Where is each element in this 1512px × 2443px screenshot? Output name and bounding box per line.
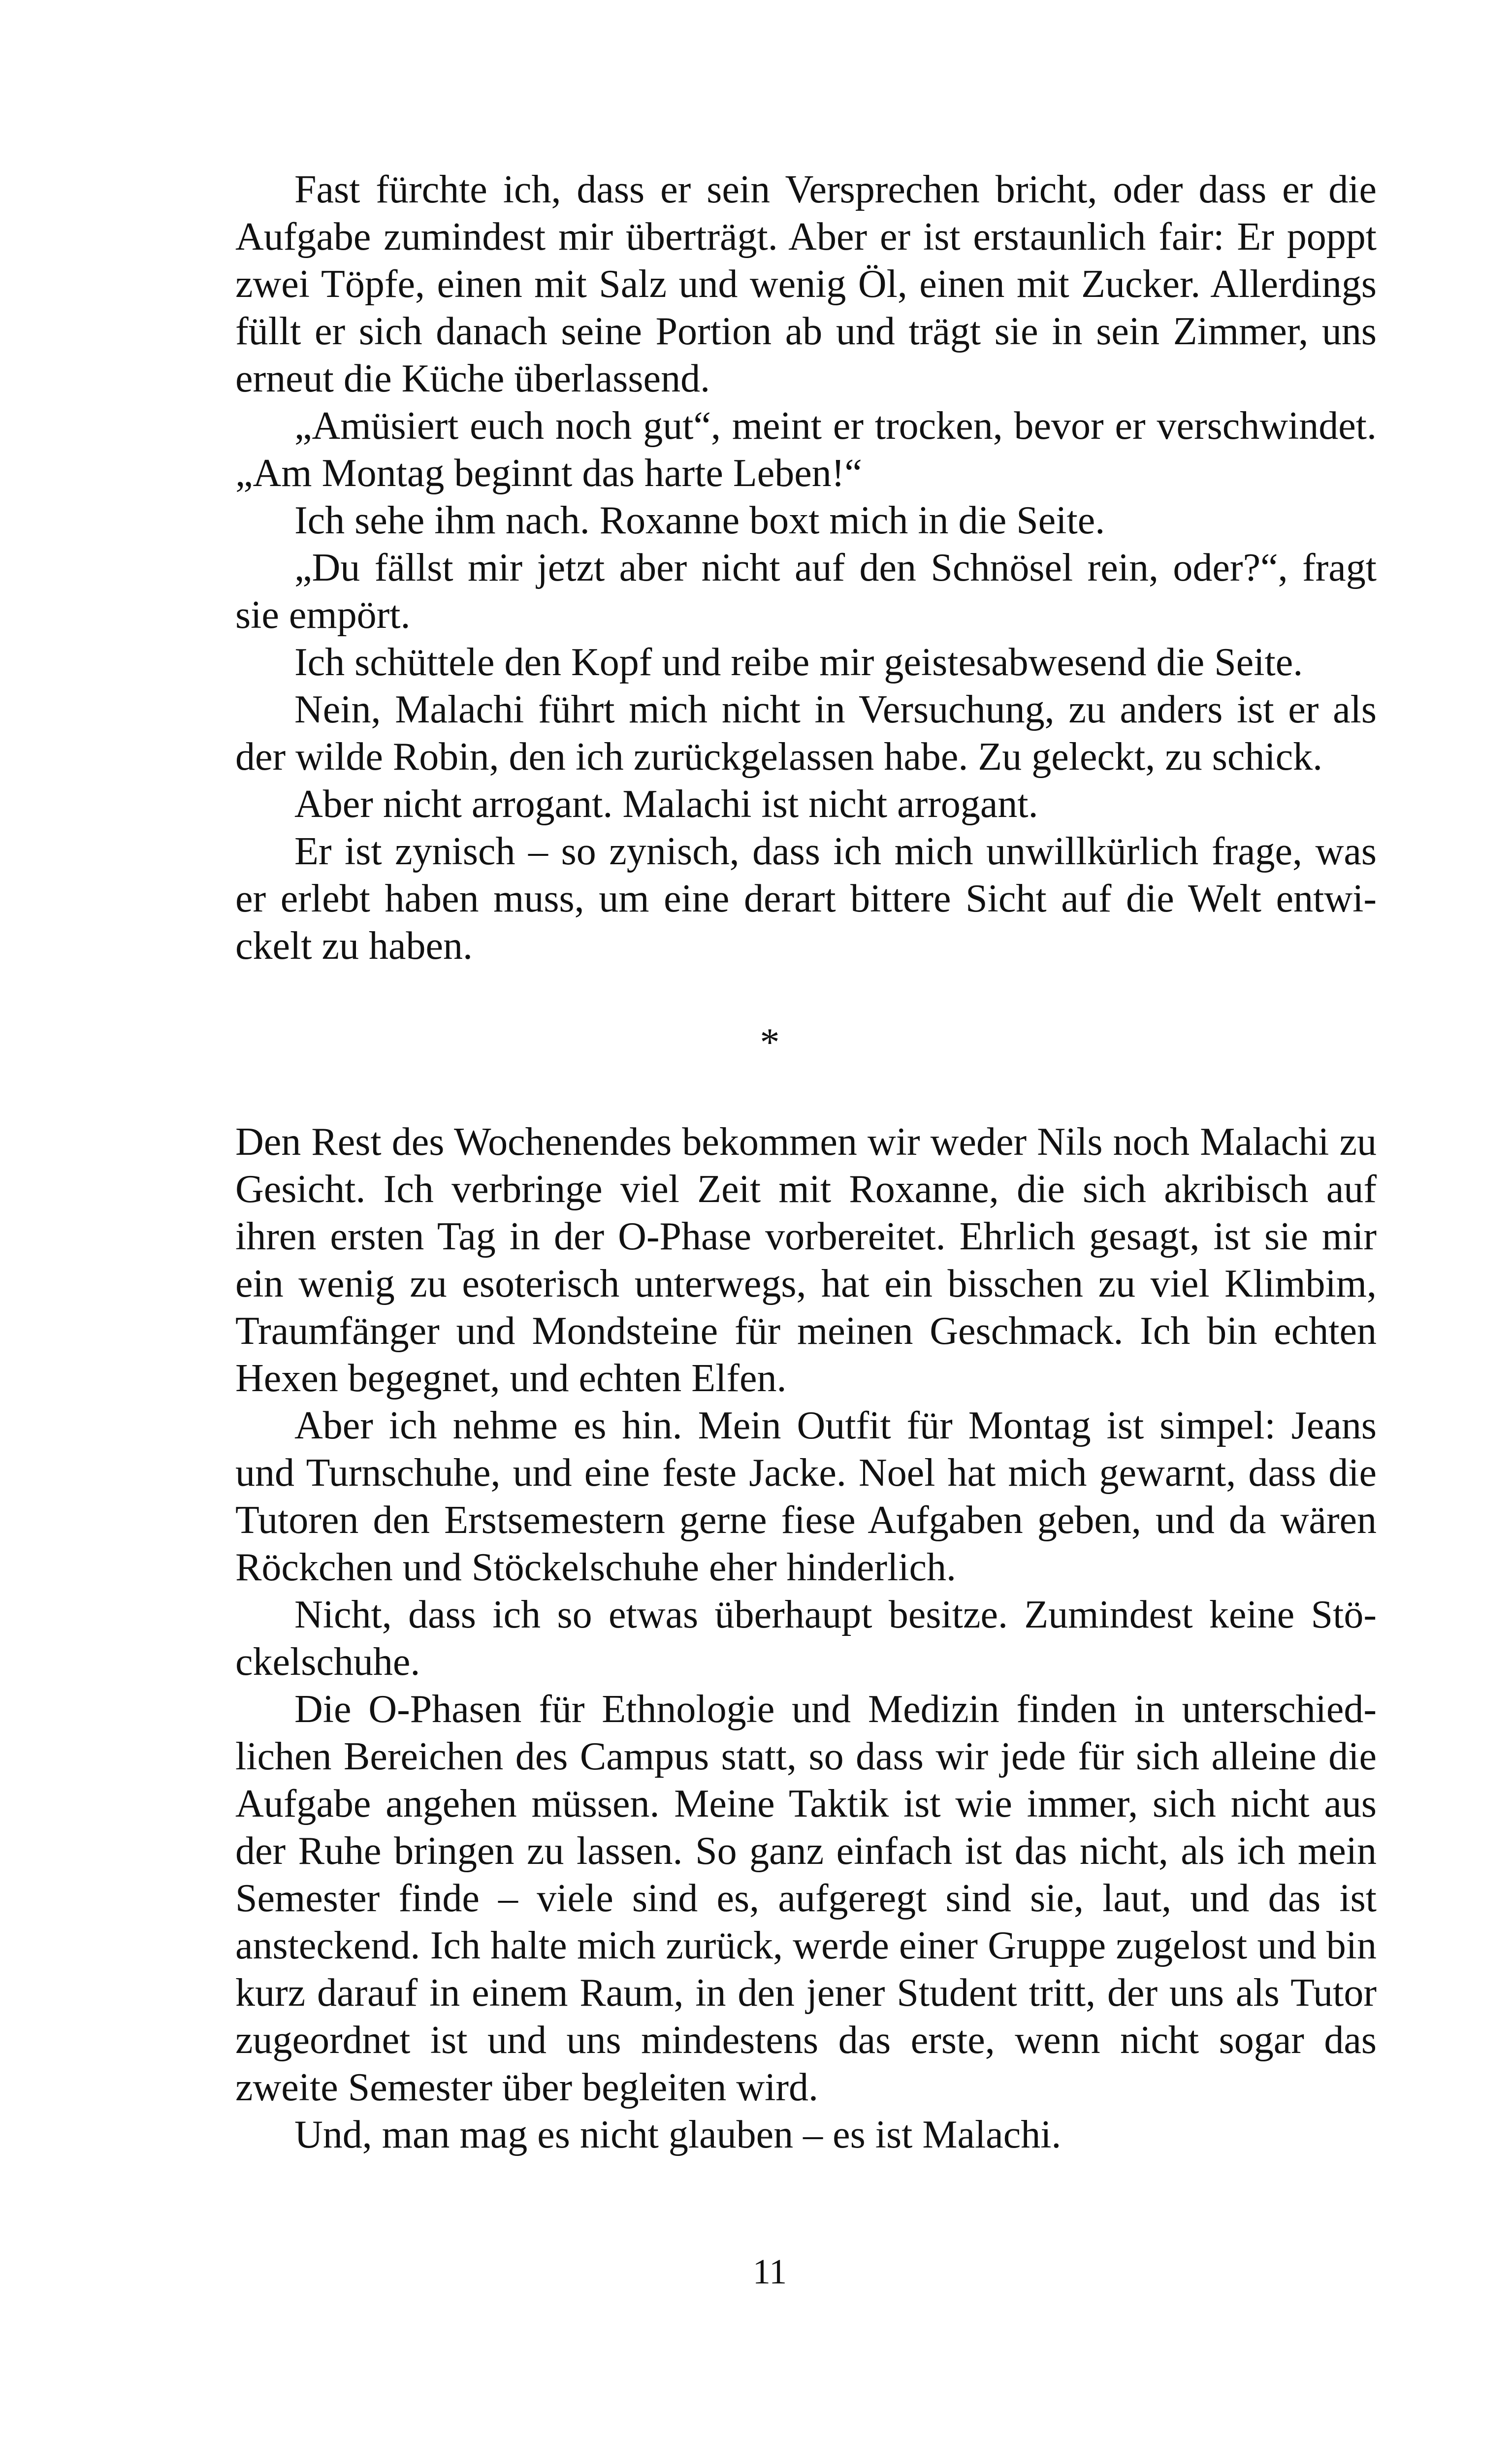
- page-number: 11: [752, 2252, 787, 2291]
- paragraph: Die O-Phasen für Ethnologie und Medizin finden in unterschiedlichen Bereichen des Campus statt, so dass wir jede für sich alleine die Aufgabe angehen müssen. Meine Taktik ist wie immer, sich nicht aus der Ruhe bringen zu lassen. So ganz einfach ist das nicht, als ich mein Semester finde – viele sind es, aufgeregt sind sie, laut, und das ist ansteckend. Ich halte mich zurück, werde einer Gruppe zugelost und bin kurz darauf in einem Raum, in den jener Student tritt, der uns als Tutor zugeordnet ist und uns mindestens das erste, wenn nicht sogar das zweite Semester über begleiten wird.: [235, 1688, 1377, 2109]
- paragraph: Nein, Malachi führt mich nicht in Versuchung, zu anders ist er als der wilde Robin, den ich zurückgelassen habe. Zu geleckt, zu schick.: [235, 688, 1377, 779]
- paragraph: Nicht, dass ich so etwas überhaupt besitze. Zumindest keine Stöckelschuhe.: [235, 1593, 1377, 1684]
- paragraph: „Amüsiert euch noch gut“, meint er trocken, bevor er verschwindet. „Am Montag beginnt das harte Leben!“: [235, 404, 1377, 495]
- paragraph: „Du fällst mir jetzt aber nicht auf den Schnösel rein, oder?“, fragt sie empört.: [235, 546, 1377, 637]
- paragraph: Aber ich nehme es hin. Mein Outfit für Montag ist simpel: Jeans und Turnschuhe, und eine feste Jacke. Noel hat mich gewarnt, dass die Tutoren den Erstsemestern gerne fiese Aufgaben geben, und da wären Röckchen und Stöckelschuhe eher hinderlich.: [235, 1404, 1377, 1589]
- paragraph: Aber nicht arrogant. Malachi ist nicht arrogant.: [294, 782, 1038, 826]
- paragraph: Fast fürchte ich, dass er sein Versprechen bricht, oder dass er die Aufgabe zumindest mir überträgt. Aber er ist erstaunlich fair: Er poppt zwei Töpfe, einen mit Salz und wenig Öl, einen mit Zucker. Allerdings füllt er sich danach seine Portion ab und trägt sie in sein Zimmer, uns erneut die Küche überlassend.: [235, 168, 1377, 400]
- paragraph: Und, man mag es nicht glauben – es ist Malachi.: [294, 2113, 1062, 2156]
- paragraph-first: Den Rest des Wochenendes bekommen wir weder Nils noch Malachi zu Gesicht. Ich verbringe viel Zeit mit Roxanne, die sich akribisch auf ihren ersten Tag in der O-Phase vorbereitet. Ehrlich gesagt, ist sie mir ein wenig zu esoterisch unterwegs, hat ein bisschen zu viel Klimbim, Traumfänger und Mondsteine für meinen Geschmack. Ich bin echten Hexen begegnet, und echten Elfen.: [235, 1120, 1377, 1400]
- paragraph: Er ist zynisch – so zynisch, dass ich mich unwillkürlich frage, was er erlebt haben muss, um eine derart bittere Sicht auf die Welt entwickelt zu haben.: [235, 830, 1377, 968]
- paragraph: Ich schüttele den Kopf und reibe mir geistesabwesend die Seite.: [294, 641, 1303, 684]
- section-separator: *: [760, 1021, 780, 1064]
- text-section-2: [235, 1118, 1377, 2158]
- text-section-1: [235, 166, 1377, 970]
- paragraph: Ich sehe ihm nach. Roxanne boxt mich in die Seite.: [294, 499, 1105, 542]
